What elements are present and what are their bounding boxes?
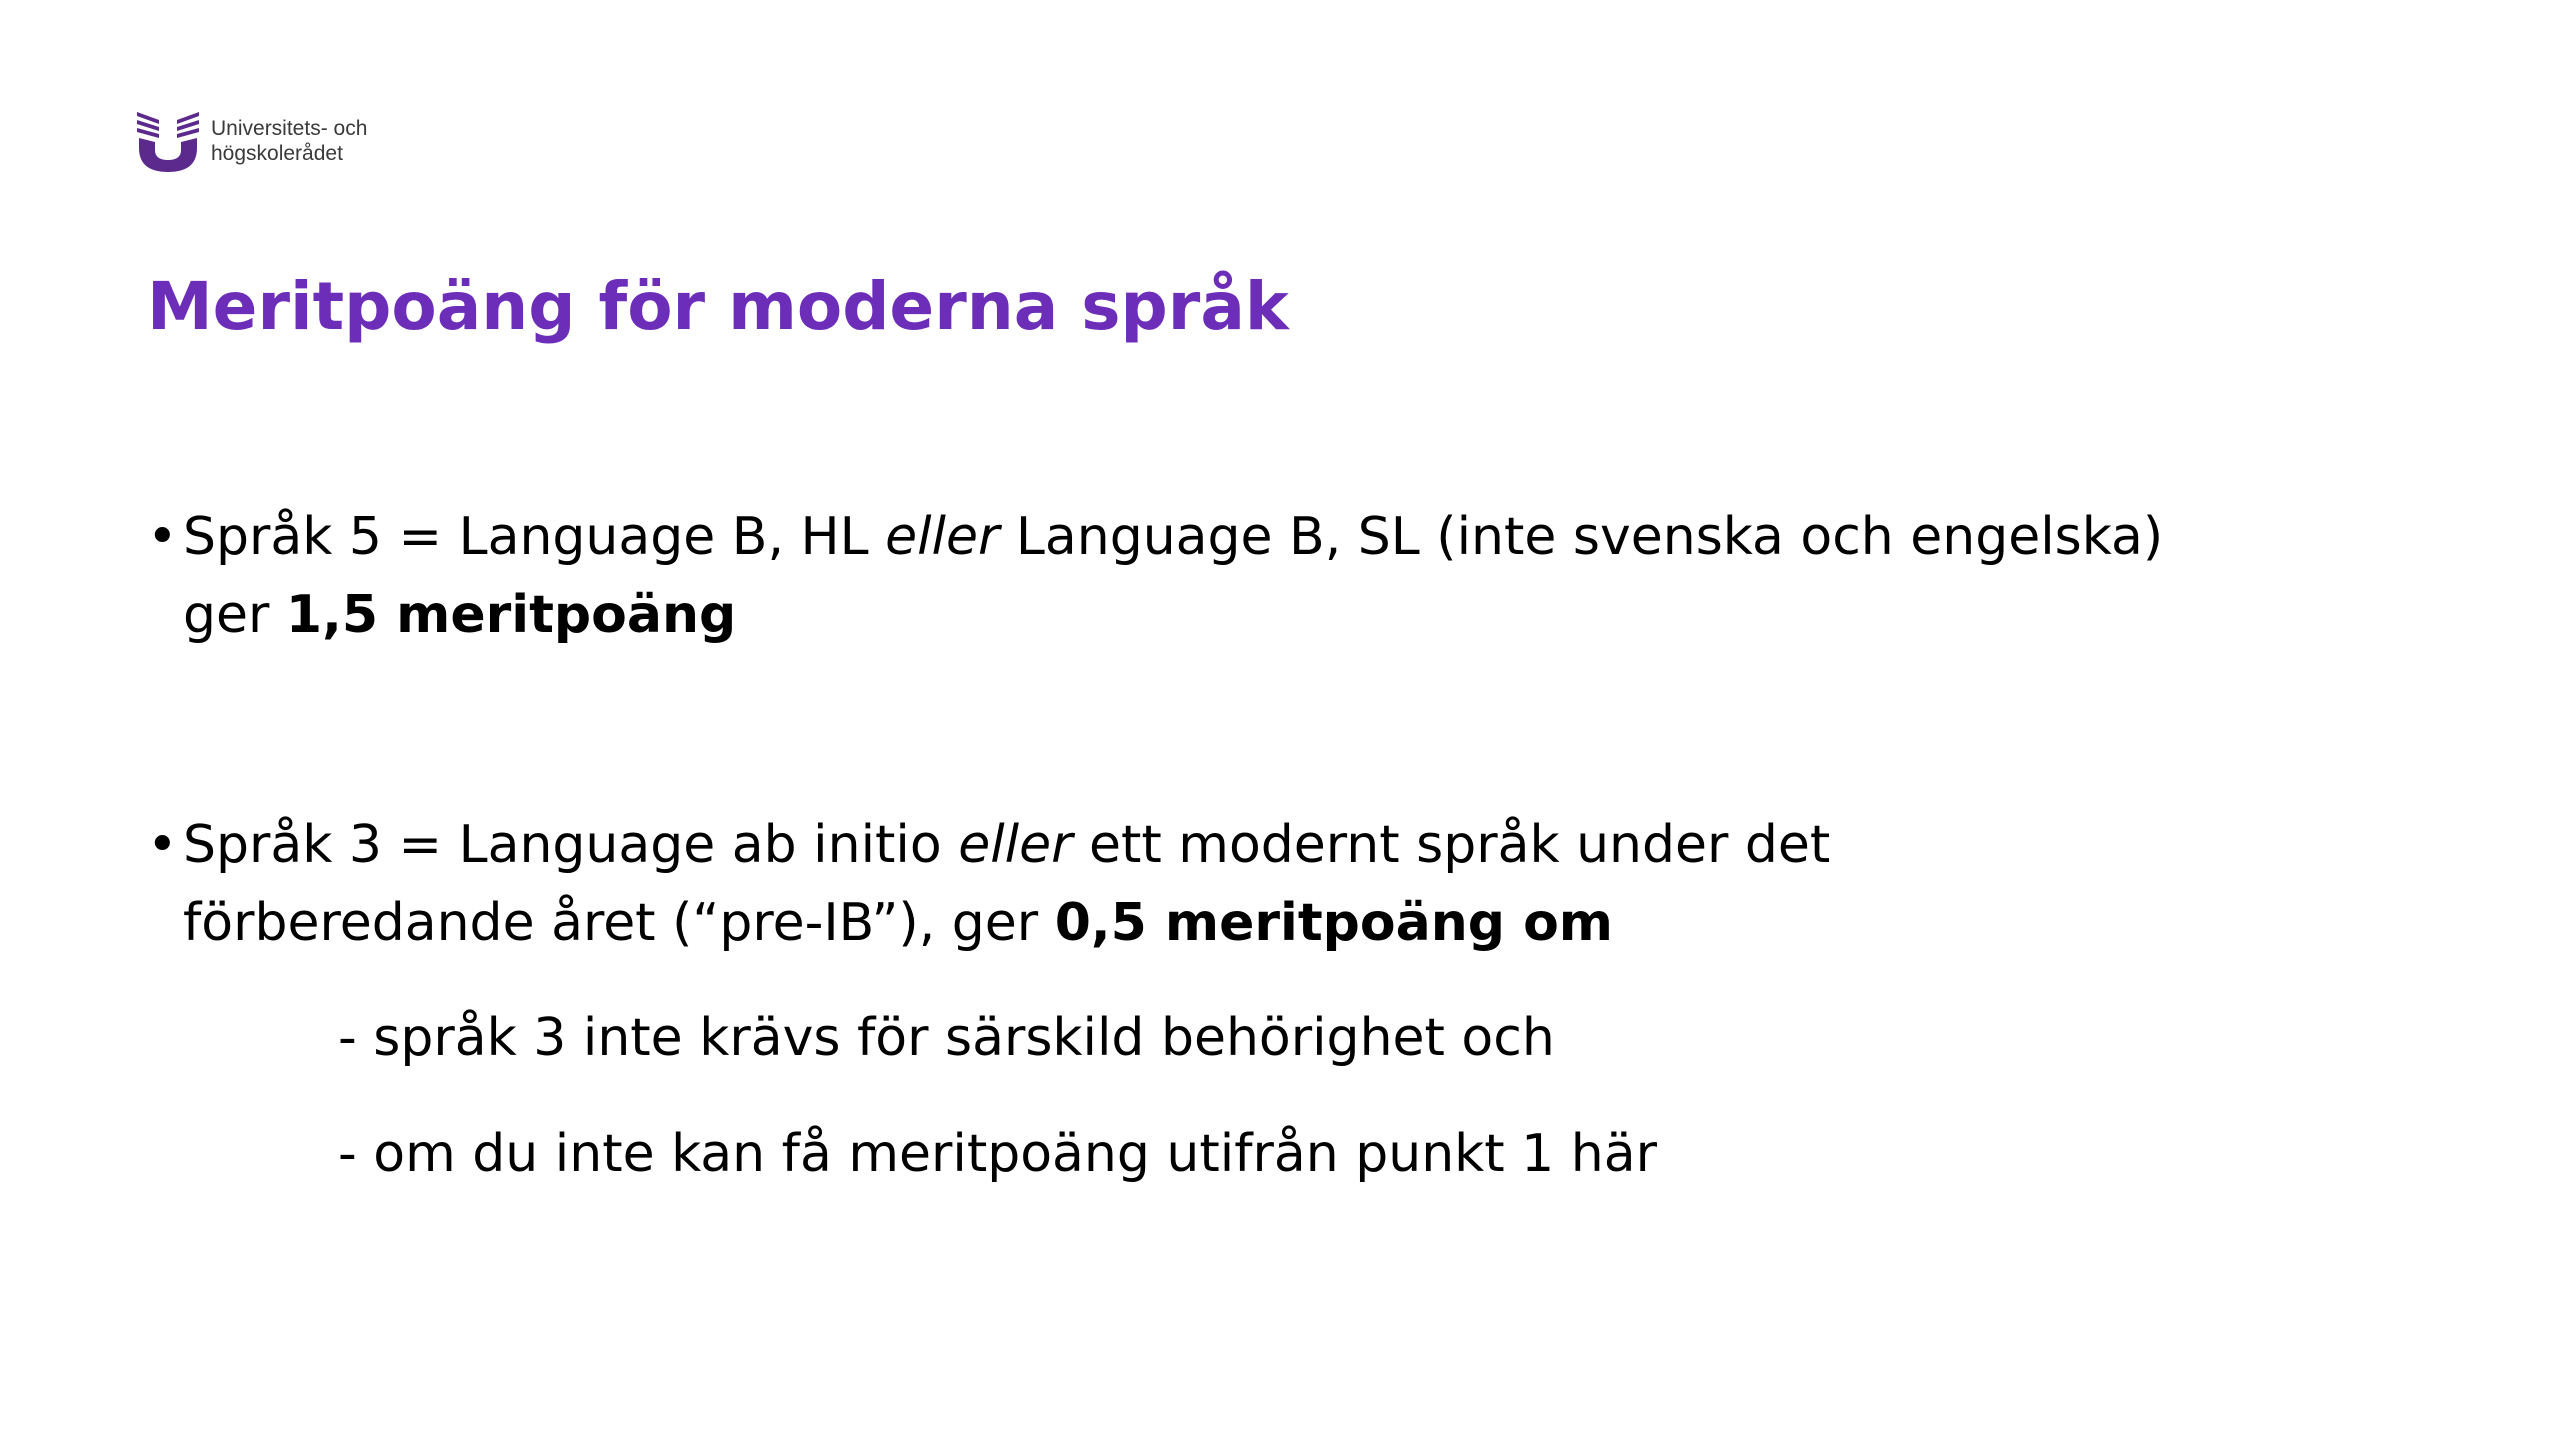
text-segment: Language B, SL (inte svenska och engelska) (999, 507, 2164, 567)
bold-text: 0,5 meritpoäng om (1054, 893, 1613, 953)
bullet-marker: • (147, 507, 178, 567)
text-segment: Språk 5 = Language B, HL (183, 507, 886, 567)
bullet-item-spraak-3 (147, 806, 1830, 962)
bullet-line-2 (183, 576, 2163, 654)
bullet-line-2 (183, 884, 1830, 962)
italic-text: eller (885, 507, 1000, 567)
italic-text: eller (958, 815, 1073, 875)
text-segment: ett modernt språk under det (1072, 815, 1831, 875)
bullet-text (183, 806, 1830, 962)
sub-item-condition-1: - språk 3 inte krävs för särskild behörighet och (338, 1008, 1555, 1068)
logo-line-2: högskolerådet (211, 142, 343, 165)
logo-wordmark (211, 116, 367, 166)
text-segment: förberedande året (“pre-IB”), ger (183, 893, 1055, 953)
text-segment: ger (183, 585, 286, 645)
text-segment: Språk 3 = Language ab initio (183, 815, 959, 875)
logo-line-1: Universitets- och (211, 117, 368, 140)
bullet-marker: • (147, 815, 178, 875)
uhr-emblem-icon (135, 108, 201, 174)
bullet-line-1 (183, 498, 2163, 576)
uhr-logo (135, 108, 367, 174)
bullet-line-1 (183, 806, 1830, 884)
bullet-item-spraak-5 (147, 498, 2163, 654)
bold-text: 1,5 meritpoäng (285, 585, 737, 645)
slide-title: Meritpoäng för moderna språk (147, 268, 1289, 345)
bullet-text (183, 498, 2163, 654)
sub-item-condition-2: - om du inte kan få meritpoäng utifrån punkt 1 här (338, 1124, 1657, 1184)
